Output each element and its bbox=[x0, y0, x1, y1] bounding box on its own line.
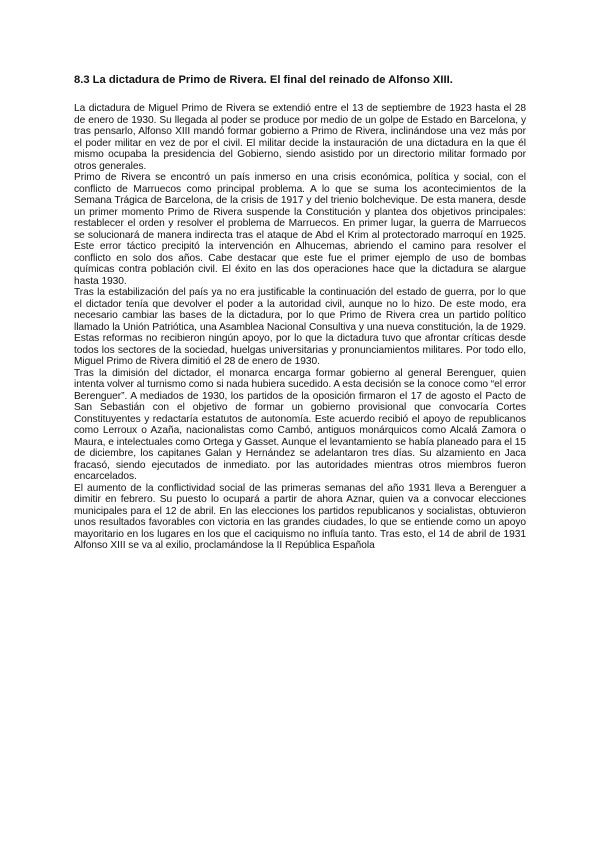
section-title: 8.3 La dictadura de Primo de Rivera. El final del reinado de Alfonso XIII. bbox=[74, 74, 453, 86]
paragraph-civil-reforms: Tras la estabilización del país ya no era justificable la continuación del estado de guerra, por lo que el dictador tenía que devolver el poder a la autoridad civil, aunque no lo hizo. De este modo, era necesario cambiar las bases de la dictadura, por lo que Primo de Rivera crea un partido político llamado la Unión Patriótica, una Asamblea Nacional Consultiva y una nueva constitución, la de 1929. Estas reformas no recibieron ningún apoyo, por lo que la dictadura tuvo que afrontar críticas desde todos los sectores de la sociedad, huelgas universitarias y pronunciamientos militares. Por todo ello, Miguel Primo de Rivera dimitió el 28 de enero de 1930. bbox=[74, 287, 526, 367]
document-page bbox=[74, 74, 526, 552]
paragraph-berenguer-government: Tras la dimisión del dictador, el monarca encarga formar gobierno al general Berenguer, quien intenta volver al turnismo como si nada hubiera sucedido. A esta decisión se la conoce como “el error Berenguer”. A mediados de 1930, los partidos de la oposición firmaron el 17 de agosto el Pacto de San Sebastián con el objetivo de formar un gobierno provisional que convocaría Cortes Constituyentes y redactaría estatutos de autonomía. Este acuerdo recibió el apoyo de republicanos como Lerroux o Azaña, nacionalistas como Cambó, antiguos monárquicos como Alcalá Zamora o Maura, e intelectuales como Ortega y Gasset. Aunque el levantamiento se había planeado para el 15 de diciembre, los capitanes Galan y Hernández se adelantaron tres días. Su alzamiento en Jaca fracasó, siendo ejecutados de inmediato. por las autoridades mientras otros miembros fueron encarcelados. bbox=[74, 367, 526, 482]
paragraph-morocco-conflict: Primo de Rivera se encontró un país inmerso en una crisis económica, política y social, con el conflicto de Marruecos como principal problema. A lo que se suma los acontecimientos de la Semana Trágica de Barcelona, de la crisis de 1917 y del trienio bolchevique. De esta manera, desde un primer momento Primo de Rivera suspende la Constitución y plantea dos objetivos principales: restablecer el orden y resolver el problema de Marruecos. En primer lugar, la guerra de Marruecos se solucionará de manera indirecta tras el ataque de Abd el Krim al protectorado marroquí en 1925. Este error táctico precipitó la intervención en Alhucemas, abriendo el camino para resolver el conflicto en solo dos años. Cabe destacar que este fue el primer ejemplo de uso de bombas químicas contra población civil. El éxito en las dos operaciones hace que la dictadura se alargue hasta 1930. bbox=[74, 172, 526, 287]
paragraph-second-republic: El aumento de la conflictividad social de las primeras semanas del año 1931 lleva a Berenguer a dimitir en febrero. Su puesto lo ocupará a partir de ahora Aznar, quien va a convocar elecciones municipales para el 12 de abril. En las elecciones los partidos republicanos y socialistas, obtuvieron unos resultados favorables con victoria en las grandes ciudades, lo que se entiende como un apoyo mayoritario en los lugares en los que el caciquismo no influía tanto. Tras esto, el 14 de abril de 1931 Alfonso XIII se va al exilio, proclamándose la II República Española bbox=[74, 482, 526, 551]
paragraph-dictatorship-start: La dictadura de Miguel Primo de Rivera se extendió entre el 13 de septiembre de 1923 hasta el 28 de enero de 1930. Su llegada al poder se produce por medio de un golpe de Estado en Barcelona, y tras pensarlo, Alfonso XIII mandó formar gobierno a Primo de Rivera, inclinándose una vez más por el poder militar en vez de por el civil. El militar decide la instauración de una dictadura en la que él mismo ocupaba la presidencia del Gobierno, siendo asistido por un directorio militar formado por otros generales. bbox=[74, 103, 526, 172]
